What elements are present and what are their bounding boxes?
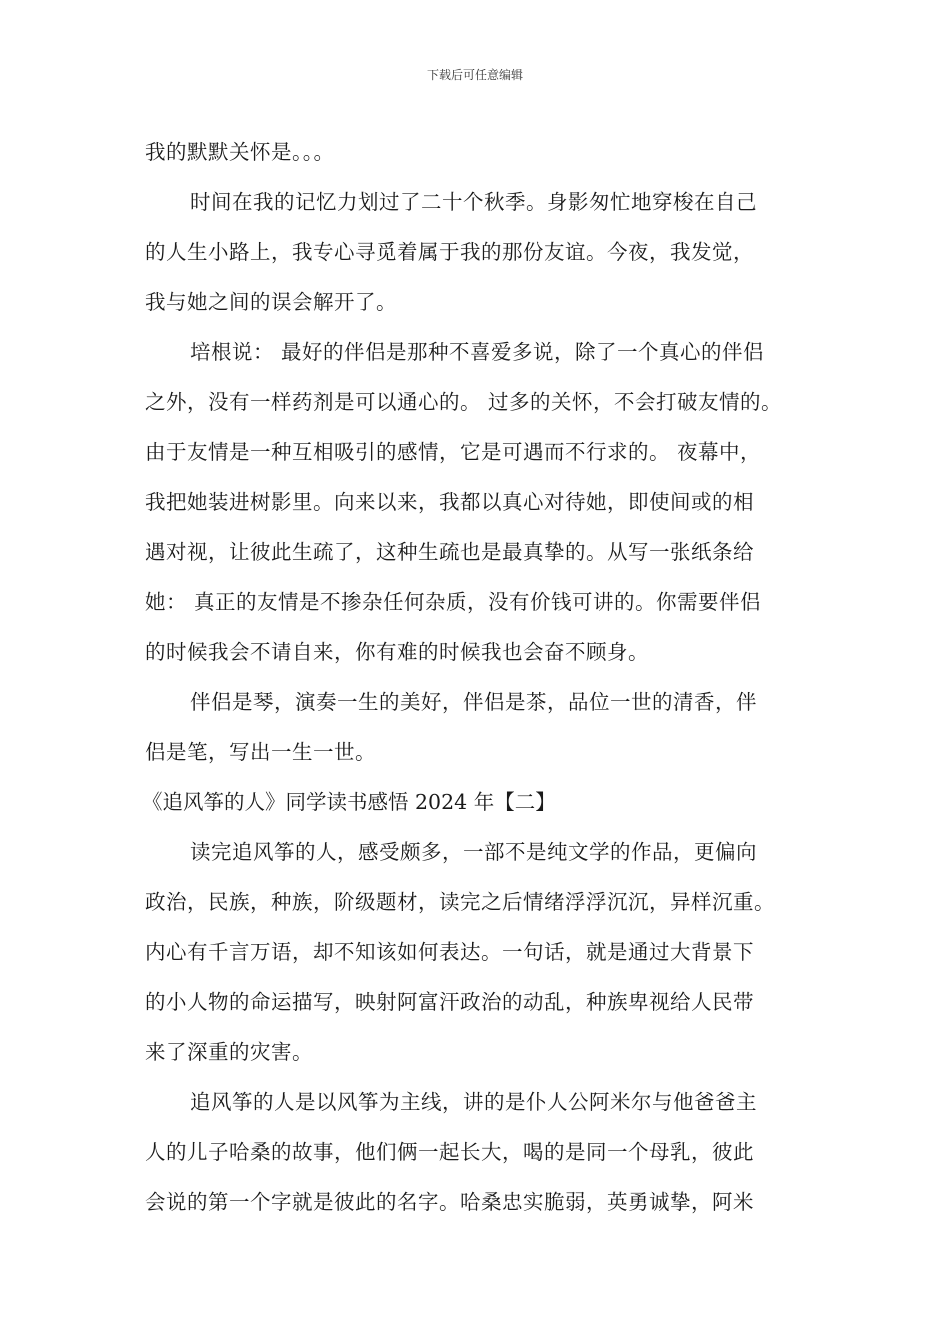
text-line: 侣是笔，写出一生一世。: [145, 740, 376, 764]
text-line: 她： 真正的友情是不掺杂任何杂质，没有价钱可讲的。你需要伴侣: [145, 590, 762, 614]
text-line: 的小人物的命运描写，映射阿富汗政治的动乱，种族卑视给人民带: [145, 990, 754, 1014]
page-header: 下载后可任意编辑: [426, 68, 523, 82]
paragraph-start: 时间在我的记忆力划过了二十个秋季。身影匆忙地穿梭在自己: [190, 190, 757, 214]
text-line: 我与她之间的误会解开了。: [145, 290, 397, 314]
text-line: 会说的第一个字就是彼此的名字。哈桑忠实脆弱，英勇诚挚，阿米: [145, 1190, 754, 1214]
text-line: 由于友情是一种互相吸引的感情，它是可遇而不行求的。 夜幕中，: [145, 440, 762, 464]
text-line: 遇对视，让彼此生疏了，这种生疏也是最真挚的。从写一张纸条给: [145, 540, 754, 564]
text-line: 我的默默关怀是。。。: [145, 140, 335, 164]
document-body: [142, 127, 810, 1227]
text-line: 之外，没有一样药剂是可以通心的。 过多的关怀，不会打破友情的。: [145, 390, 783, 414]
text-line: 来了深重的灾害。: [145, 1040, 313, 1064]
text-line: 内心有千言万语，却不知该如何表达。一句话，就是通过大背景下: [145, 940, 754, 964]
paragraph-start: 读完追风筝的人，感受颇多，一部不是纯文学的作品，更偏向: [190, 840, 757, 864]
text-line: 政治，民族，种族，阶级题材，读完之后情绪浮浮沉沉，异样沉重。: [145, 890, 775, 914]
paragraph-start: 伴侣是琴，演奏一生的美好，伴侣是茶，品位一世的清香，伴: [190, 690, 757, 714]
text-line: 的人生小路上，我专心寻觅着属于我的那份友谊。今夜，我发觉，: [145, 240, 754, 264]
text-line: 我把她装进树影里。向来以来，我都以真心对待她，即使间或的相: [145, 490, 754, 514]
text-line: 人的儿子哈桑的故事，他们俩一起长大，喝的是同一个母乳，彼此: [145, 1140, 754, 1164]
paragraph-start: 培根说： 最好的伴侣是那种不喜爱多说，除了一个真心的伴侣: [190, 340, 765, 364]
section-heading: 《追风筝的人》同学读书感悟 2024 年【二】: [142, 790, 556, 814]
text-line: 的时候我会不请自来，你有难的时候我也会奋不顾身。: [145, 640, 649, 664]
paragraph-start: 追风筝的人是以风筝为主线，讲的是仆人公阿米尔与他爸爸主: [190, 1090, 757, 1114]
